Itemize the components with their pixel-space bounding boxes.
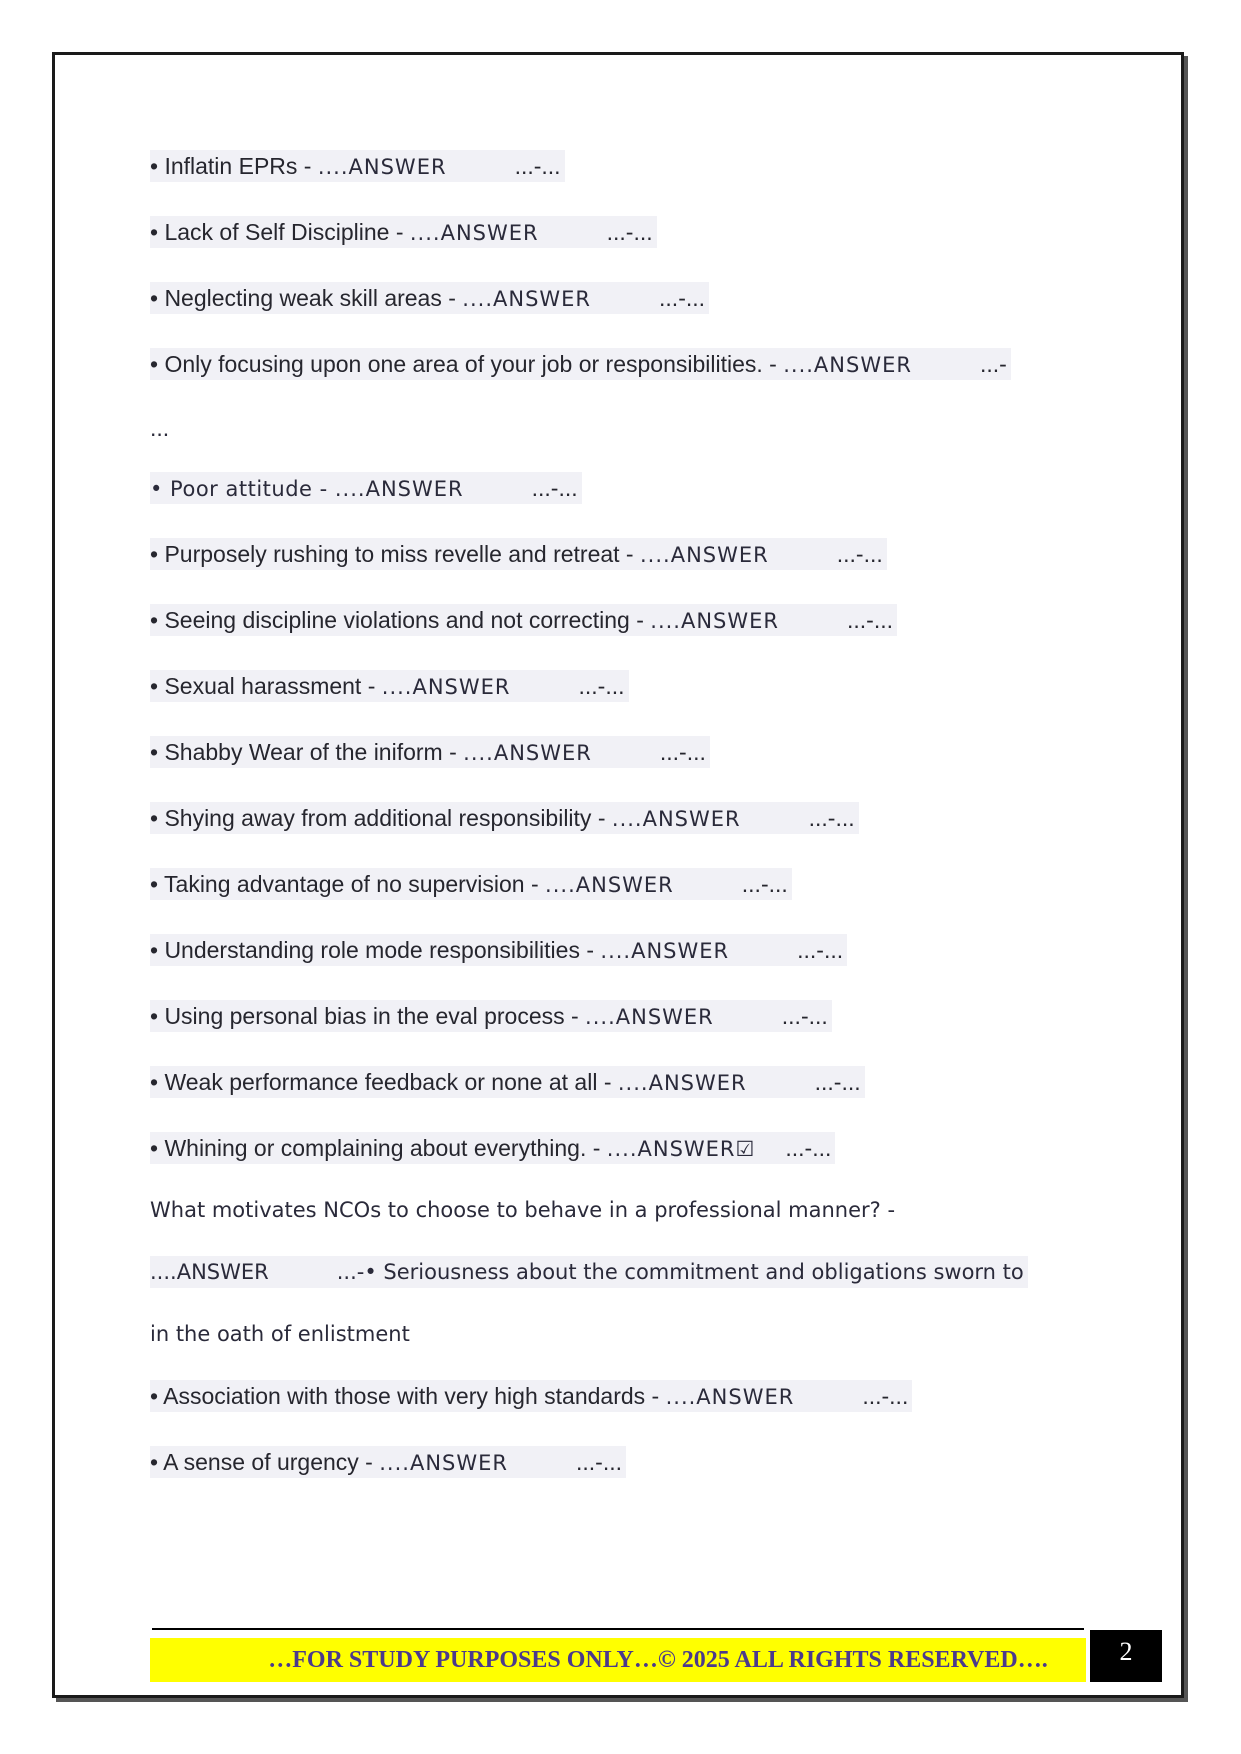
list-item: • Taking advantage of no supervision - ....ANSWER ...-... — [150, 868, 792, 900]
list-item: • Poor attitude - ....ANSWER ...-... — [150, 472, 582, 504]
footer-rule — [152, 1628, 1084, 1630]
list-item: • Using personal bias in the eval process - ....ANSWER ...-... — [150, 1000, 832, 1032]
footer-notice: …FOR STUDY PURPOSES ONLY…© 2025 ALL RIGHTS RESERVED…. — [150, 1638, 1086, 1682]
list-item: • Purposely rushing to miss revelle and retreat - ....ANSWER ...-... — [150, 538, 887, 570]
list-item: • Whining or complaining about everything. - ....ANSWER☑ ...-... — [150, 1132, 835, 1164]
list-item: • Inflatin EPRs - ....ANSWER ...-... — [150, 150, 565, 182]
list-item: • Seeing discipline violations and not correcting - ....ANSWER ...-... — [150, 604, 897, 636]
list-item: • Shabby Wear of the iniform - ....ANSWER ...-... — [150, 736, 710, 768]
list-item: • A sense of urgency - ....ANSWER ...-... — [150, 1446, 626, 1478]
list-item: • Neglecting weak skill areas - ....ANSWER ...-... — [150, 282, 709, 314]
question-line-3: in the oath of enlistment — [150, 1322, 410, 1346]
question-line-1: What motivates NCOs to choose to behave in a professional manner? - — [150, 1198, 896, 1222]
question-line-2: ....ANSWER ...-• Seriousness about the commitment and obligations sworn to — [150, 1256, 1028, 1288]
wrap-continuation: ... — [150, 415, 170, 441]
list-item: • Sexual harassment - ....ANSWER ...-... — [150, 670, 629, 702]
page-number: 2 — [1090, 1630, 1162, 1682]
list-item: • Only focusing upon one area of your job or responsibilities. - ....ANSWER ...- — [150, 348, 1011, 380]
list-item: • Shying away from additional responsibility - ....ANSWER ...-... — [150, 802, 859, 834]
list-item: • Weak performance feedback or none at all - ....ANSWER ...-... — [150, 1066, 865, 1098]
list-item: • Understanding role mode responsibilities - ....ANSWER ...-... — [150, 934, 847, 966]
list-item: • Lack of Self Discipline - ....ANSWER ...-... — [150, 216, 657, 248]
list-item: • Association with those with very high standards - ....ANSWER ...-... — [150, 1380, 912, 1412]
